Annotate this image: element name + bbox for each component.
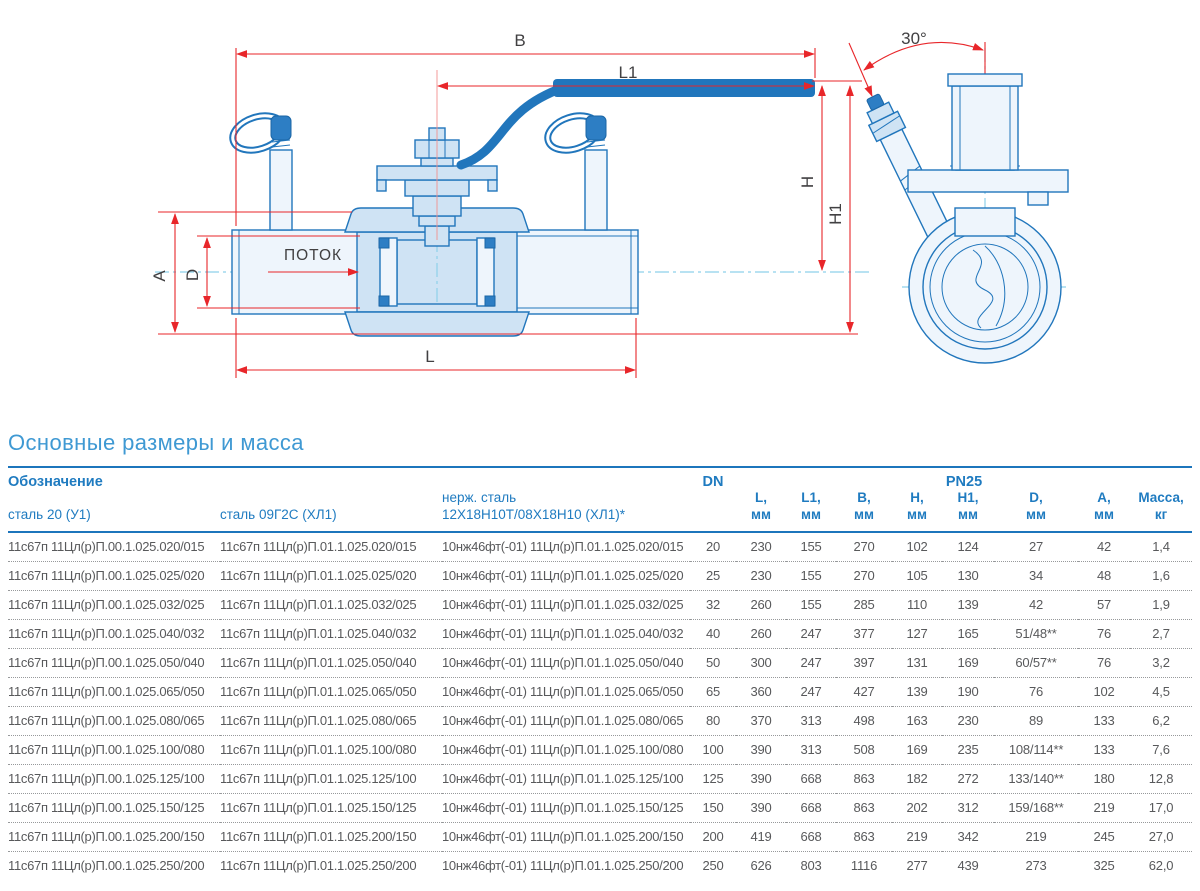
designation-cell: 10нж46фт(-01) 11Цл(р)П.01.1.025.020/015 (442, 532, 690, 562)
dimensions-table-wrap (8, 466, 1192, 880)
value-cell: 230 (736, 561, 786, 590)
value-cell: 3,2 (1130, 648, 1192, 677)
designation-cell: 11с67п 11Цл(р)П.00.1.025.025/020 (8, 561, 220, 590)
value-cell: 427 (836, 677, 892, 706)
designation-cell: 10нж46фт(-01) 11Цл(р)П.01.1.025.080/065 (442, 706, 690, 735)
value-cell: 1,6 (1130, 561, 1192, 590)
designation-cell: 11с67п 11Цл(р)П.01.1.025.080/065 (220, 706, 442, 735)
designation-cell: 11с67п 11Цл(р)П.01.1.025.032/025 (220, 590, 442, 619)
value-cell: 230 (942, 706, 994, 735)
dim-label-b: B (514, 31, 526, 50)
value-cell: 27 (994, 532, 1078, 562)
value-cell: 285 (836, 590, 892, 619)
dim-label-h: H (798, 175, 817, 189)
value-cell: 313 (786, 735, 836, 764)
value-cell: 235 (942, 735, 994, 764)
value-cell: 155 (786, 590, 836, 619)
value-cell: 42 (994, 590, 1078, 619)
dim-label-l1: L1 (618, 63, 638, 82)
value-cell: 127 (892, 619, 942, 648)
value-cell: 133 (1078, 735, 1130, 764)
value-cell: 419 (736, 822, 786, 851)
value-cell: 260 (736, 619, 786, 648)
value-cell: 260 (736, 590, 786, 619)
value-cell: 42 (1078, 532, 1130, 562)
value-cell: 219 (994, 822, 1078, 851)
value-cell: 80 (690, 706, 736, 735)
designation-cell: 11с67п 11Цл(р)П.00.1.025.125/100 (8, 764, 220, 793)
value-cell: 125 (690, 764, 736, 793)
designation-cell: 11с67п 11Цл(р)П.00.1.025.100/080 (8, 735, 220, 764)
value-cell: 250 (702, 858, 724, 874)
value-cell: 370 (736, 706, 786, 735)
designation-cell: 11с67п 11Цл(р)П.01.1.025.100/080 (220, 735, 442, 764)
value-cell: 102 (1078, 677, 1130, 706)
col-header-mass: Масса, кг (1130, 490, 1192, 532)
value-cell: 100 (690, 735, 736, 764)
value-cell: 130 (942, 561, 994, 590)
value-cell: 12,8 (1130, 764, 1192, 793)
value-cell: 155 (786, 532, 836, 562)
value-cell: 60/57** (994, 648, 1078, 677)
designation-cell: 11с67п 11Цл(р)П.01.1.025.125/100 (220, 764, 442, 793)
table-row (8, 590, 1192, 619)
value-cell: 377 (836, 619, 892, 648)
value-cell: 277 (906, 858, 928, 874)
table-row (8, 706, 1192, 735)
value-cell: 89 (994, 706, 1078, 735)
value-cell: 219 (892, 822, 942, 851)
value-cell: 300 (736, 648, 786, 677)
eyebolt-right (543, 110, 607, 230)
table-body (8, 532, 1192, 880)
value-cell: 1,4 (1130, 532, 1192, 562)
value-cell: 163 (892, 706, 942, 735)
designation-cell: 11с67п 11Цл(р)П.01.1.025.200/150 (220, 822, 442, 851)
value-cell: 863 (836, 764, 892, 793)
value-cell: 6,2 (1130, 706, 1192, 735)
value-cell: 863 (836, 793, 892, 822)
value-cell: 165 (942, 619, 994, 648)
value-cell: 180 (1078, 764, 1130, 793)
designation-cell: 11с67п 11Цл(р)П.00.1.025.032/025 (8, 590, 220, 619)
designation-cell: 11с67п 11Цл(р)П.01.1.025.025/020 (220, 561, 442, 590)
value-cell: 4,5 (1130, 677, 1192, 706)
value-cell: 390 (736, 793, 786, 822)
angle-label: 30° (901, 29, 927, 48)
designation-cell: 10нж46фт(-01) 11Цл(р)П.01.1.025.125/100 (442, 764, 690, 793)
designation-cell: 11с67п 11Цл(р)П.01.1.025.065/050 (220, 677, 442, 706)
dim-label-l: L (425, 347, 435, 366)
value-cell: 20 (690, 532, 736, 562)
value-cell: 245 (1078, 822, 1130, 851)
table-row (8, 561, 1192, 590)
front-view (150, 31, 872, 378)
dim-label-d: D (183, 268, 202, 282)
value-cell: 76 (1078, 619, 1130, 648)
value-cell: 270 (836, 532, 892, 562)
mount-flange (908, 170, 1068, 192)
value-cell: 76 (1078, 648, 1130, 677)
value-cell: 219 (1078, 793, 1130, 822)
dimensions-table (8, 466, 1192, 880)
table-row (8, 648, 1192, 677)
value-cell: 247 (786, 648, 836, 677)
value-cell: 498 (836, 706, 892, 735)
value-cell: 169 (942, 648, 994, 677)
value-cell: 247 (786, 619, 836, 648)
table-row (8, 764, 1192, 793)
value-cell: 182 (892, 764, 942, 793)
designation-cell: 11с67п 11Цл(р)П.00.1.025.080/065 (8, 706, 220, 735)
col-header-stainless: нерж. сталь 12Х18Н10Т/08Х18Н10 (ХЛ1)* (442, 490, 690, 532)
col-header-B: B, мм (836, 490, 892, 532)
technical-drawing (0, 0, 1200, 424)
value-cell: 803 (800, 858, 822, 874)
designation-cell: 11с67п 11Цл(р)П.00.1.025.050/040 (8, 648, 220, 677)
value-cell: 272 (942, 764, 994, 793)
table-row (8, 677, 1192, 706)
handle-end-view (948, 74, 1022, 170)
value-cell: 668 (786, 822, 836, 851)
value-cell: 57 (1078, 590, 1130, 619)
flow-label: ПОТОК (283, 247, 343, 264)
col-header-steel09g2s: сталь 09Г2С (ХЛ1) (220, 490, 442, 532)
designation-header: Обозначение (8, 467, 690, 490)
designation-cell: 10нж46фт(-01) 11Цл(р)П.01.1.025.100/080 (442, 735, 690, 764)
designation-cell: 11с67п 11Цл(р)П.00.1.025.020/015 (8, 532, 220, 562)
value-cell: 439 (957, 858, 979, 874)
pn-group-header: PN25 (736, 467, 1192, 490)
table-row (8, 851, 1192, 880)
designation-cell: 10нж46фт(-01) 11Цл(р)П.01.1.025.200/150 (442, 822, 690, 851)
col-header-L1: L1, мм (786, 490, 836, 532)
value-cell: 342 (942, 822, 994, 851)
value-cell: 48 (1078, 561, 1130, 590)
value-cell: 668 (786, 764, 836, 793)
value-cell: 110 (892, 590, 942, 619)
value-cell: 139 (942, 590, 994, 619)
value-cell: 273 (1025, 858, 1047, 874)
value-cell: 626 (750, 858, 772, 874)
value-cell: 25 (690, 561, 736, 590)
value-cell: 7,6 (1130, 735, 1192, 764)
designation-cell: 10нж46фт(-01) 11Цл(р)П.01.1.025.040/032 (442, 619, 690, 648)
value-cell: 270 (836, 561, 892, 590)
value-cell: 108/114** (994, 735, 1078, 764)
designation-cell: 11с67п 11Цл(р)П.01.1.025.250/200 (220, 858, 417, 874)
designation-cell: 10нж46фт(-01) 11Цл(р)П.01.1.025.250/200 (442, 858, 684, 874)
value-cell: 397 (836, 648, 892, 677)
value-cell: 65 (690, 677, 736, 706)
value-cell: 312 (942, 793, 994, 822)
value-cell: 51/48** (994, 619, 1078, 648)
section-title: Основные размеры и масса (8, 430, 304, 455)
designation-cell: 11с67п 11Цл(р)П.01.1.025.040/032 (220, 619, 442, 648)
designation-cell: 10нж46фт(-01) 11Цл(р)П.01.1.025.025/020 (442, 561, 690, 590)
value-cell: 17,0 (1130, 793, 1192, 822)
designation-cell: 11с67п 11Цл(р)П.00.1.025.065/050 (8, 677, 220, 706)
value-cell: 102 (892, 532, 942, 562)
side-view (849, 29, 1070, 366)
designation-cell: 11с67п 11Цл(р)П.00.1.025.150/125 (8, 793, 220, 822)
dim-label-h1: H1 (826, 203, 845, 225)
col-header-L: L, мм (736, 490, 786, 532)
value-cell: 390 (736, 735, 786, 764)
value-cell: 32 (690, 590, 736, 619)
table-row (8, 793, 1192, 822)
value-cell: 2,7 (1130, 619, 1192, 648)
value-cell: 190 (942, 677, 994, 706)
designation-cell: 11с67п 11Цл(р)П.00.1.025.250/200 (8, 858, 205, 874)
value-cell: 200 (690, 822, 736, 851)
value-cell: 1,9 (1130, 590, 1192, 619)
value-cell: 50 (690, 648, 736, 677)
col-header-D: D, мм (994, 490, 1078, 532)
designation-cell: 11с67п 11Цл(р)П.00.1.025.200/150 (8, 822, 220, 851)
value-cell: 40 (690, 619, 736, 648)
value-cell: 34 (994, 561, 1078, 590)
table-row (8, 619, 1192, 648)
table-row (8, 822, 1192, 851)
value-cell: 313 (786, 706, 836, 735)
value-cell: 155 (786, 561, 836, 590)
value-cell: 139 (892, 677, 942, 706)
value-cell: 169 (892, 735, 942, 764)
col-header-A: A, мм (1078, 490, 1130, 532)
valve-handle (461, 79, 815, 165)
value-cell: 105 (892, 561, 942, 590)
value-cell: 159/168** (994, 793, 1078, 822)
value-cell: 668 (786, 793, 836, 822)
dim-label-a: A (150, 270, 169, 282)
value-cell: 390 (736, 764, 786, 793)
value-cell: 133/140** (994, 764, 1078, 793)
value-cell: 133 (1078, 706, 1130, 735)
value-cell: 1116 (850, 858, 878, 874)
table-row (8, 532, 1192, 562)
col-header-dn: DN (690, 467, 736, 532)
value-cell: 76 (994, 677, 1078, 706)
designation-cell: 11с67п 11Цл(р)П.01.1.025.150/125 (220, 793, 442, 822)
designation-cell: 10нж46фт(-01) 11Цл(р)П.01.1.025.065/050 (442, 677, 690, 706)
designation-cell: 10нж46фт(-01) 11Цл(р)П.01.1.025.032/025 (442, 590, 690, 619)
designation-cell: 10нж46фт(-01) 11Цл(р)П.01.1.025.150/125 (442, 793, 690, 822)
col-header-H: H, мм (892, 490, 942, 532)
col-header-H1: H1, мм (942, 490, 994, 532)
designation-cell: 11с67п 11Цл(р)П.00.1.025.040/032 (8, 619, 220, 648)
value-cell: 360 (736, 677, 786, 706)
value-cell: 62,0 (1148, 858, 1174, 874)
value-cell: 131 (892, 648, 942, 677)
designation-cell: 10нж46фт(-01) 11Цл(р)П.01.1.025.050/040 (442, 648, 690, 677)
designation-cell: 11с67п 11Цл(р)П.01.1.025.050/040 (220, 648, 442, 677)
value-cell: 150 (690, 793, 736, 822)
col-header-steel20: сталь 20 (У1) (8, 490, 220, 532)
value-cell: 202 (892, 793, 942, 822)
designation-cell: 11с67п 11Цл(р)П.01.1.025.020/015 (220, 532, 442, 562)
value-cell: 863 (836, 822, 892, 851)
value-cell: 325 (1093, 858, 1115, 874)
value-cell: 27,0 (1130, 822, 1192, 851)
value-cell: 124 (942, 532, 994, 562)
value-cell: 247 (786, 677, 836, 706)
value-cell: 508 (836, 735, 892, 764)
table-row (8, 735, 1192, 764)
value-cell: 230 (736, 532, 786, 562)
